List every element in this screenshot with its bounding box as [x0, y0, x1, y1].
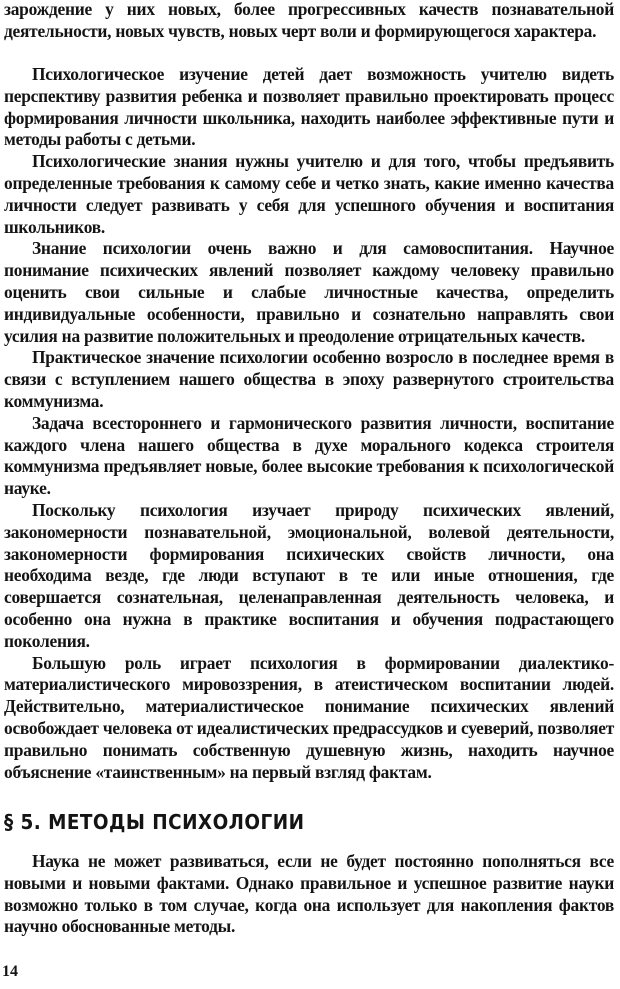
paragraph-practical-significance: Практическое значение психологии особенно возросло в последнее время в связи с вступлением нашего общества в эпоху развернутого строительства коммунизма.	[4, 347, 614, 411]
paragraph-self-education: Знание психологии очень важно и для самовоспитания. Научное понимание психических явлений позволяет каждому человеку правильно оценить свои сильные и слабые личностные качества, определить индивидуальные особенности, правильно и сознательно направлять свои усилия на развитие положительных и преодоление отрицательных качеств.	[4, 238, 614, 346]
paragraph-worldview: Большую роль играет психология в формировании диалектико-материалистического мировоззрения, в атеистическом воспитании людей. Действительно, материалистическое понимание психических явлений освобождает человека от идеалистических предрассудков и суеверий, позволяет правильно понимать собственную душевную жизнь, находить научное объяснение «таинственным» на первый взгляд фактам.	[4, 652, 614, 782]
page-number: 14	[2, 963, 18, 980]
section-body	[4, 851, 614, 938]
body-text	[4, 64, 614, 783]
paragraph-teacher-requirements: Психологические знания нужны учителю и для того, чтобы предъявить определенные требования к самому себе и четко знать, какие именно качества личности следует развивать у себя для успешного обучения и воспитания школьников.	[4, 151, 614, 237]
opening-paragraph-fragment: зарождение у них новых, более прогрессивных качеств познавательной деятельности, новых чувств, новых черт воли и формирующегося характера.	[4, 0, 614, 41]
paragraph-harmonious-development: Задача всестороннего и гармонического развития личности, воспитание каждого члена нашего общества в духе морального кодекса строителя коммунизма предъявляет новые, более высокие требования к психологической науке.	[4, 412, 614, 499]
paragraph-methods-intro: Наука не может развиваться, если не будет постоянно пополняться все новыми и новыми фактами. Однако правильное и успешное развитие науки возможно только в том случае, когда она использует для накопления фактов научно обоснованные методы.	[4, 851, 614, 937]
paragraph-psychology-everywhere: Поскольку психология изучает природу психических явлений, закономерности познавательной, эмоциональной, волевой деятельности, закономерности формирования психических свойств личности, она необходима везде, где люди вступают в те или иные отношения, где совершается сознательная, целенаправленная деятельность человека, и особенно она нужна в практике воспитания и обучения подрастающего поколения.	[4, 499, 614, 651]
section-heading: § 5. МЕТОДЫ ПСИХОЛОГИИ	[4, 810, 305, 834]
paragraph-psychological-study: Психологическое изучение детей дает возможность учителю видеть перспективу развития ребенка и позволяет правильно проектировать процесс формирования личности школьника, находить наиболее эффективные пути и методы работы с детьми.	[4, 64, 614, 150]
